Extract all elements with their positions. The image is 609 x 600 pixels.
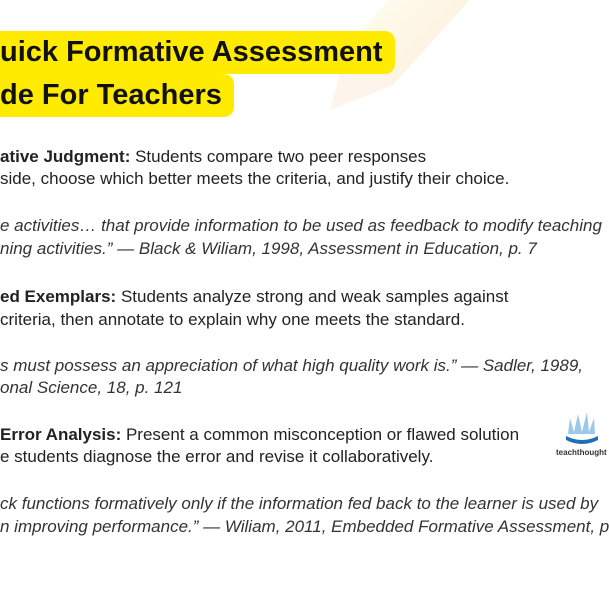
title-line-1: uick Formative Assessment	[0, 31, 395, 74]
quote-3-line1: ck functions formatively only if the information fed back to the learner is used by	[0, 494, 599, 513]
quote-2-line2: onal Science, 18, p. 121	[0, 378, 183, 397]
item-text: Present a common misconception or flawed solution	[121, 425, 520, 444]
item-text: Students compare two peer responses	[130, 147, 427, 166]
title-line-2: de For Teachers	[0, 74, 234, 117]
item-error-analysis	[0, 424, 519, 446]
logo-text: teachthought	[556, 448, 607, 457]
teachthought-logo-icon	[562, 410, 602, 450]
item-label: Error Analysis:	[0, 425, 122, 444]
quote-2-line1: s must possess an appreciation of what high quality work is.” — Sadler, 1989,	[0, 356, 584, 375]
item-text-line2: criteria, then annotate to explain why one meets the standard.	[0, 310, 465, 329]
quote-1-line2: ning activities.” — Black & Wiliam, 1998, Assessment in Education, p. 7	[0, 239, 537, 258]
item-comparative-judgment	[0, 146, 426, 168]
item-text: Students analyze strong and weak samples against	[116, 287, 509, 306]
item-annotated-exemplars	[0, 286, 508, 308]
item-text-line2: side, choose which better meets the criteria, and justify their choice.	[0, 169, 510, 188]
item-text-line2: e students diagnose the error and revise it collaboratively.	[0, 447, 434, 466]
item-label: ative Judgment:	[0, 147, 131, 166]
quote-1-line1: e activities… that provide information to be used as feedback to modify teaching	[0, 216, 602, 235]
quote-3-line2: n improving performance.” — Wiliam, 2011, Embedded Formative Assessment, p	[0, 517, 609, 536]
item-label: ed Exemplars:	[0, 287, 117, 306]
